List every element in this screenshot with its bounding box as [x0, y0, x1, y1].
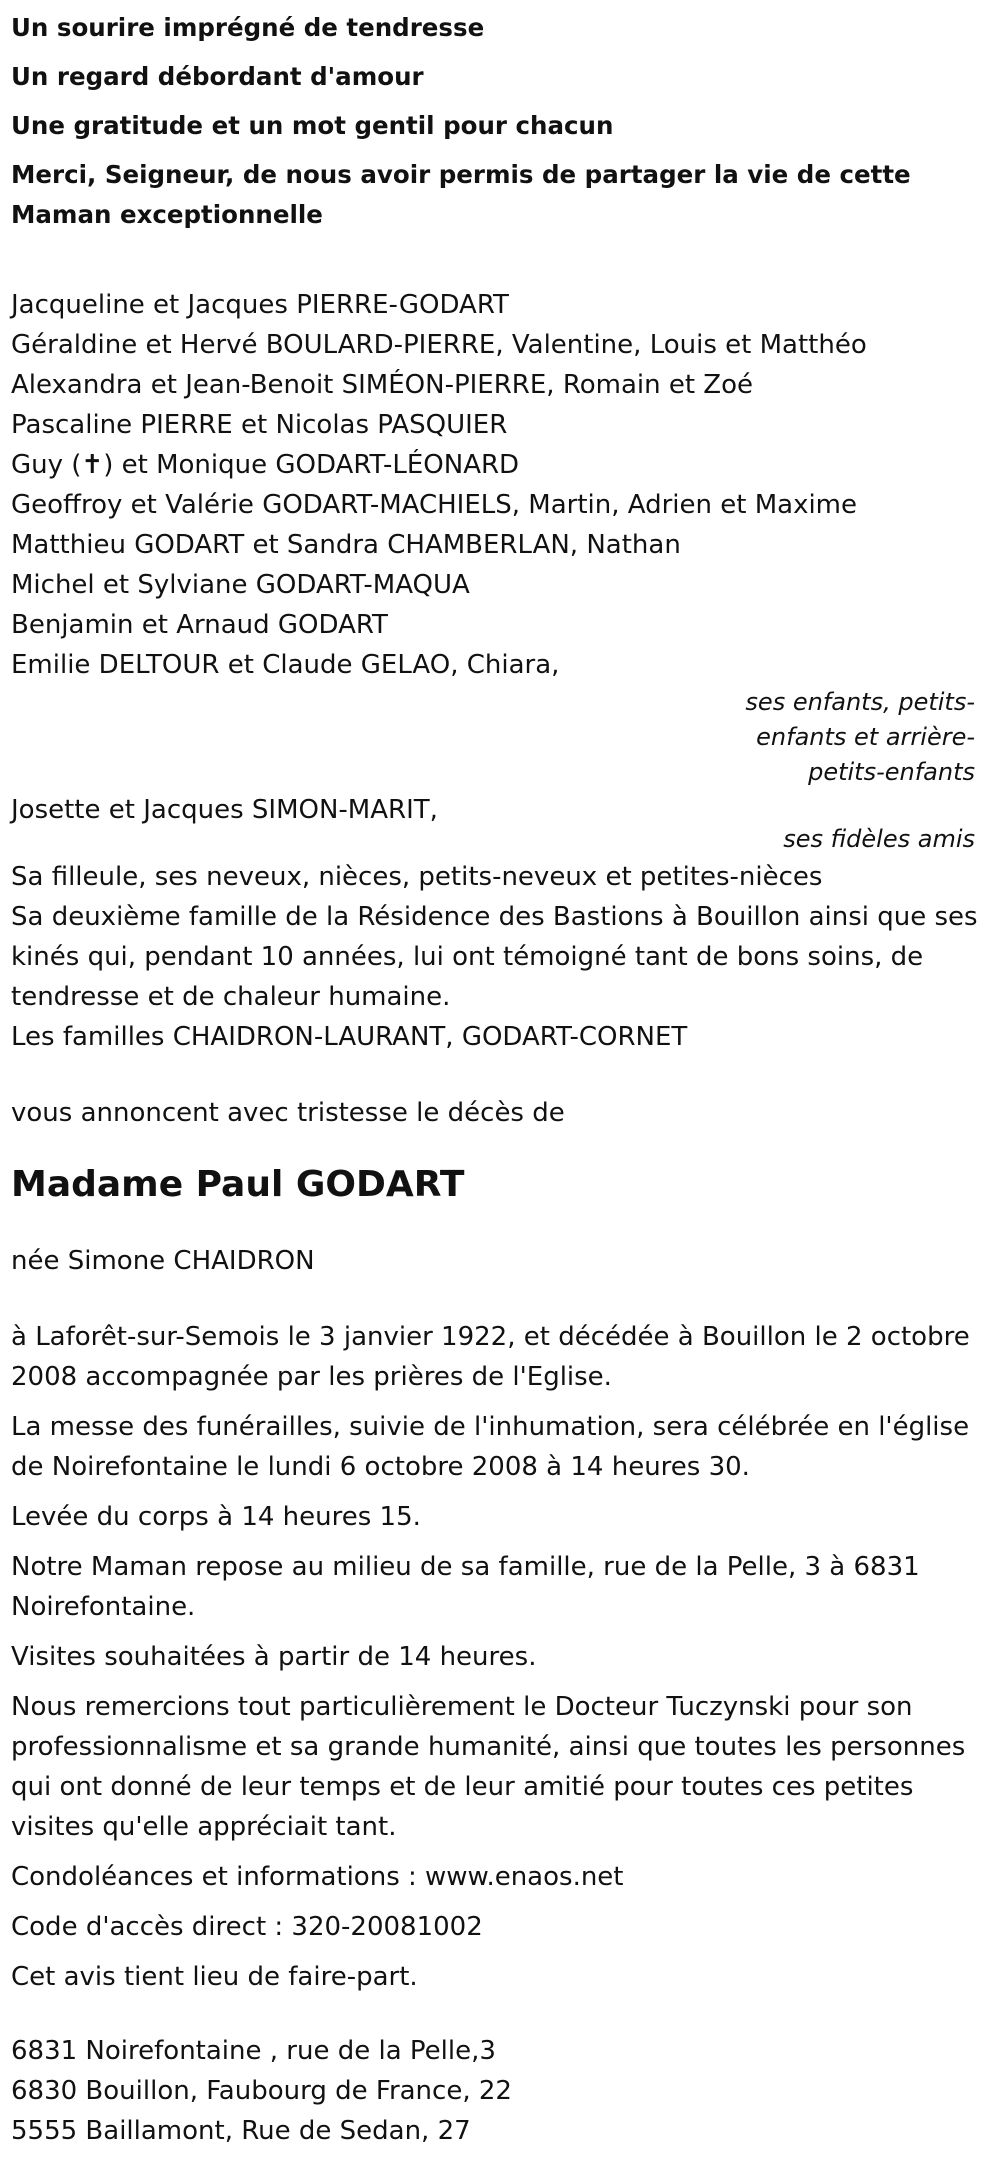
others-line: Sa filleule, ses neveux, nièces, petits-neveux et petites-nièces [11, 862, 823, 892]
addresses [11, 2031, 989, 2151]
family-line: Géraldine et Hervé BOULARD-PIERRE, Valentine, Louis et Matthéo [11, 330, 867, 360]
detail-line: visites qu'elle appréciait tant. [11, 1812, 397, 1842]
opening-verse [11, 8, 989, 235]
detail-line: La messe des funérailles, suivie de l'inhumation, sera célébrée en l'église [11, 1412, 970, 1442]
friends-line: Josette et Jacques SIMON-MARIT, [11, 795, 438, 825]
address-line: 6830 Bouillon, Faubourg de France, 22 [11, 2076, 512, 2106]
others-line: kinés qui, pendant 10 années, lui ont témoigné tant de bons soins, de [11, 942, 924, 972]
detail-line: Levée du corps à 14 heures 15. [11, 1502, 421, 1532]
family-role-line: enfants et arrière- [756, 723, 975, 751]
detail-paragraph [11, 1907, 989, 1947]
details-section [11, 1317, 989, 1997]
detail-line: à Laforêt-sur-Semois le 3 janvier 1922, et décédée à Bouillon le 2 octobre [11, 1322, 970, 1352]
detail-line: de Noirefontaine le lundi 6 octobre 2008 à 14 heures 30. [11, 1452, 750, 1482]
announcement: vous annoncent avec tristesse le décès de [11, 1098, 565, 1128]
detail-paragraph [11, 1957, 989, 1997]
family-line: Michel et Sylviane GODART-MAQUA [11, 570, 470, 600]
detail-line: Notre Maman repose au milieu de sa famille, rue de la Pelle, 3 à 6831 [11, 1552, 920, 1582]
detail-paragraph [11, 1687, 989, 1847]
others-line: Sa deuxième famille de la Résidence des Bastions à Bouillon ainsi que ses [11, 902, 978, 932]
detail-line: 2008 accompagnée par les prières de l'Eglise. [11, 1362, 612, 1392]
family-line: Guy (✝) et Monique GODART-LÉONARD [11, 450, 520, 480]
family-role-line: petits-enfants [808, 758, 975, 786]
detail-paragraph [11, 1637, 989, 1677]
others-list [11, 857, 989, 1057]
detail-line: Cet avis tient lieu de faire-part. [11, 1962, 418, 1992]
detail-line: Visites souhaitées à partir de 14 heures. [11, 1642, 537, 1672]
detail-line: qui ont donné de leur temps et de leur amitié pour toutes ces petites [11, 1772, 914, 1802]
family-line: Jacqueline et Jacques PIERRE-GODART [11, 290, 509, 320]
access-code-line: Code d'accès direct : 320-20081002 [11, 1912, 483, 1942]
family-line: Geoffroy et Valérie GODART-MACHIELS, Martin, Adrien et Maxime [11, 490, 858, 520]
family-line: Pascaline PIERRE et Nicolas PASQUIER [11, 410, 508, 440]
address-line: 5555 Baillamont, Rue de Sedan, 27 [11, 2116, 471, 2146]
family-role [11, 685, 989, 790]
detail-line: professionnalisme et sa grande humanité, ainsi que toutes les personnes [11, 1732, 966, 1762]
condolences-line: Condoléances et informations : www.enaos.net [11, 1862, 624, 1892]
detail-paragraph [11, 1497, 989, 1537]
address-line: 6831 Noirefontaine , rue de la Pelle,3 [11, 2036, 496, 2066]
family-line: Benjamin et Arnaud GODART [11, 610, 388, 640]
family-line: Emilie DELTOUR et Claude GELAO, Chiara, [11, 650, 560, 680]
family-role-line: ses enfants, petits- [745, 688, 975, 716]
detail-line: Noirefontaine. [11, 1592, 196, 1622]
detail-paragraph [11, 1317, 989, 1397]
detail-line: Nous remercions tout particulièrement le Docteur Tuczynski pour son [11, 1692, 913, 1722]
family-list [11, 285, 989, 685]
deceased-name: Madame Paul GODART [11, 1164, 465, 1205]
verse-line: Un sourire imprégné de tendresse [11, 13, 485, 42]
born-name: née Simone CHAIDRON [11, 1246, 315, 1276]
verse-line: Merci, Seigneur, de nous avoir permis de partager la vie de cette [11, 160, 911, 189]
detail-paragraph [11, 1407, 989, 1487]
detail-paragraph [11, 1857, 989, 1897]
family-line: Alexandra et Jean-Benoit SIMÉON-PIERRE, Romain et Zoé [11, 370, 754, 400]
verse-line: Maman exceptionnelle [11, 200, 323, 229]
others-line: Les familles CHAIDRON-LAURANT, GODART-CORNET [11, 1022, 688, 1052]
others-line: tendresse et de chaleur humaine. [11, 982, 451, 1012]
friends-role: ses fidèles amis [783, 825, 975, 853]
verse-line: Une gratitude et un mot gentil pour chacun [11, 111, 614, 140]
family-line: Matthieu GODART et Sandra CHAMBERLAN, Nathan [11, 530, 681, 560]
verse-line: Un regard débordant d'amour [11, 62, 424, 91]
detail-paragraph [11, 1547, 989, 1627]
